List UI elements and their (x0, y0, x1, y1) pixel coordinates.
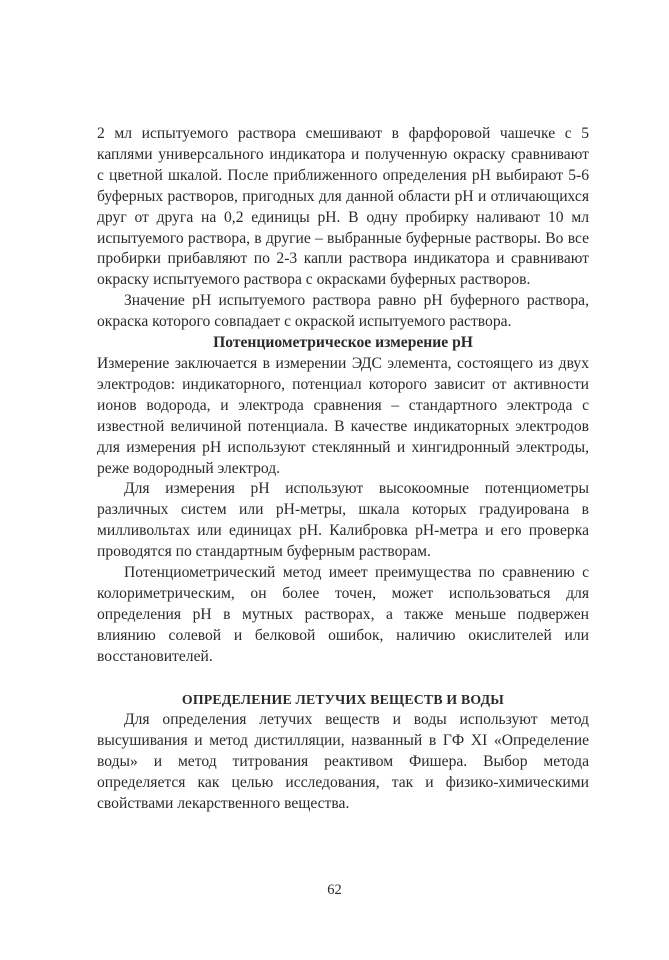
paragraph-colorimetric-procedure: 2 мл испытуемого раствора смешивают в фарфоровой чашечке с 5 каплями универсального индикатора и полученную окраску сравнивают с цветной шкалой. После приближенного определения pH выбирают 5-6 буферных растворов, пригодных для данной области pH и отличающихся друг от друга на 0,2 единицы pH. В одну пробирку наливают 10 мл испытуемого раствора, в другие – выбранные буферные растворы. Во все пробирки прибавляют по 2-3 капли раствора индикатора и сравнивают окраску испытуемого раствора с окрасками буферных растворов. (97, 125, 589, 289)
paragraph-volatile-methods: Для определения летучих веществ и воды используют метод высушивания и метод дистилляции, названный в ГФ XI «Определение воды» и метод титрования реактивом Фишера. Выбор метода определяется как целью исследования, так и физико-химическими свойствами лекарственного вещества. (97, 711, 589, 813)
page-number: 62 (327, 882, 342, 898)
paragraph-ph-equality: Значение pH испытуемого раствора равно pH буферного раствора, окраска которого совпадает с окраской испытуемого раствора. (97, 292, 589, 331)
paragraph-method-advantages: Потенциометрический метод имеет преимущества по сравнению с колориметрическим, он более точен, может использоваться для определения pH в мутных растворах, а также меньше подвержен влиянию солевой и белковой ошибок, наличию окислителей или восстановителей. (97, 564, 589, 665)
paragraph-ph-meters: Для измерения pH используют высокоомные потенциометры различных систем или pH-метры, шкала которых градуирована в милливольтах или единицах pH. Калибровка pH-метра и его проверка проводятся по стандартным буферным растворам. (97, 480, 589, 561)
section-heading-potentiometric: Потенциометрическое измерение pH (213, 334, 473, 352)
page-content (97, 124, 589, 815)
paragraph-emf-measurement: Измерение заключается в измерении ЭДС элемента, состоящего из двух электродов: индикаторного, потенциал которого зависит от активности ионов водорода, и электрода сравнения – стандартного электрода с известной величиной потенциала. В качестве индикаторных электродов для измерения pH используют стеклянный и хингидронный электроды, реже водородный электрод. (97, 354, 589, 477)
section-heading-volatile-substances: ОПРЕДЕЛЕНИЕ ЛЕТУЧИХ ВЕЩЕСТВ И ВОДЫ (181, 691, 505, 707)
